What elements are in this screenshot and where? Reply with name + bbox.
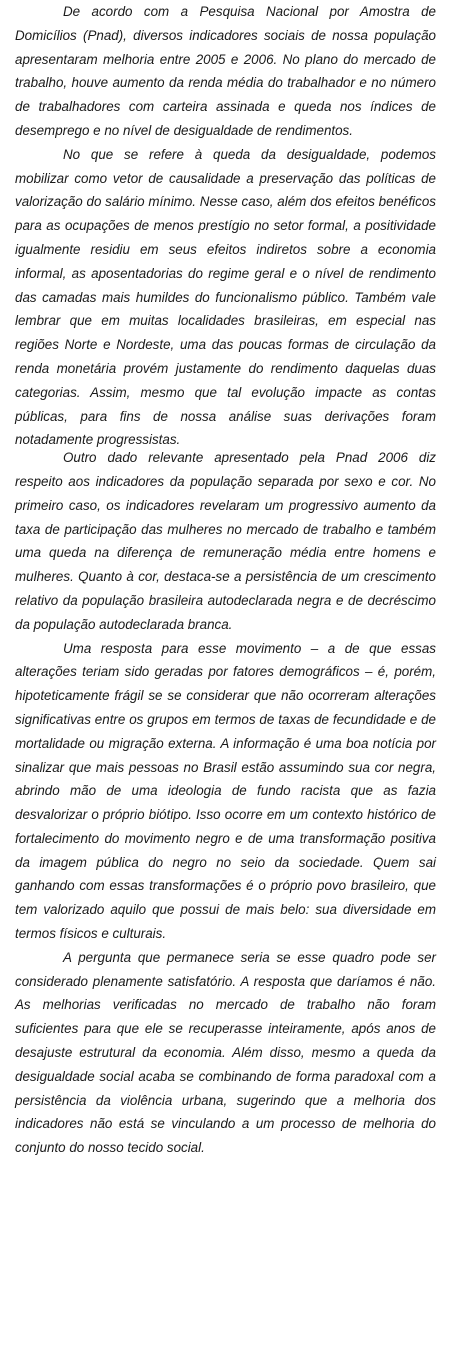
paragraph-4: Uma resposta para esse movimento – a de que essas alterações teriam sido geradas por fatores demográficos – é, porém, hipoteticamente frágil se se considerar que não ocorreram alterações significativas entre os grupos em termos de taxas de fecundidade e de mortalidade ou migração externa. A informação é uma boa notícia por sinalizar que mais pessoas no Brasil estão assumindo sua cor negra, abrindo mão de uma ideologia de fundo racista que as fazia desvalorizar o próprio biótipo. Isso ocorre em um contexto histórico de fortalecimento do movimento negro e de uma transformação positiva da imagem pública do negro no seio da sociedade. Quem sai ganhando com essas transformações é o próprio povo brasileiro, que tem valorizado aquilo que possui de mais belo: sua diversidade em termos físicos e culturais.	[15, 640, 436, 942]
paragraph-2: No que se refere à queda da desigualdade, podemos mobilizar como vetor de causalidade a preservação das políticas de valorização do salário mínimo. Nesse caso, além dos efeitos benéficos para as ocupações de menos prestígio no setor formal, a positividade igualmente residiu em seus efeitos indiretos sobre a economia informal, as aposentadorias do regime geral e o nível de rendimento das camadas mais humildes do funcionalismo público. Também vale lembrar que em muitas localidades brasileiras, em especial nas regiões Norte e Nordeste, uma das poucas formas de circulação da renda monetária provém justamente do rendimento daquelas duas categorias. Assim, mesmo que tal evolução impacte as contas públicas, para fins de nossa análise suas derivações foram notadamente progressistas.	[15, 146, 436, 448]
paragraph-1: De acordo com a Pesquisa Nacional por Amostra de Domicílios (Pnad), diversos indicadores sociais de nossa população apresentaram melhoria entre 2005 e 2006. No plano do mercado de trabalho, houve aumento da renda média do trabalhador e no número de trabalhadores com carteira assinada e queda nos índices de desemprego e no nível de desigualdade de rendimentos.	[15, 4, 436, 138]
paragraph-3: Outro dado relevante apresentado pela Pnad 2006 diz respeito aos indicadores da população separada por sexo e cor. No primeiro caso, os indicadores revelaram um progressivo aumento da taxa de participação das mulheres no mercado de trabalho e também uma queda na diferença de remuneração média entre homens e mulheres. Quanto à cor, destaca-se a persistência de um crescimento relativo da população brasileira autodeclarada negra e de decréscimo da população autodeclarada branca.	[15, 450, 436, 632]
paragraph-5: A pergunta que permanece seria se esse quadro pode ser considerado plenamente satisfatório. A resposta que daríamos é não. As melhorias verificadas no mercado de trabalho não foram suficientes para que ele se recuperasse inteiramente, após anos de desajuste estrutural da economia. Além disso, mesmo a queda da desigualdade social acaba se combinando de forma paradoxal com a persistência da violência urbana, sugerindo que a melhoria dos indicadores não está se vinculando a um processo de melhoria do conjunto do nosso tecido social.	[15, 949, 436, 1156]
document-body	[15, 0, 436, 1160]
